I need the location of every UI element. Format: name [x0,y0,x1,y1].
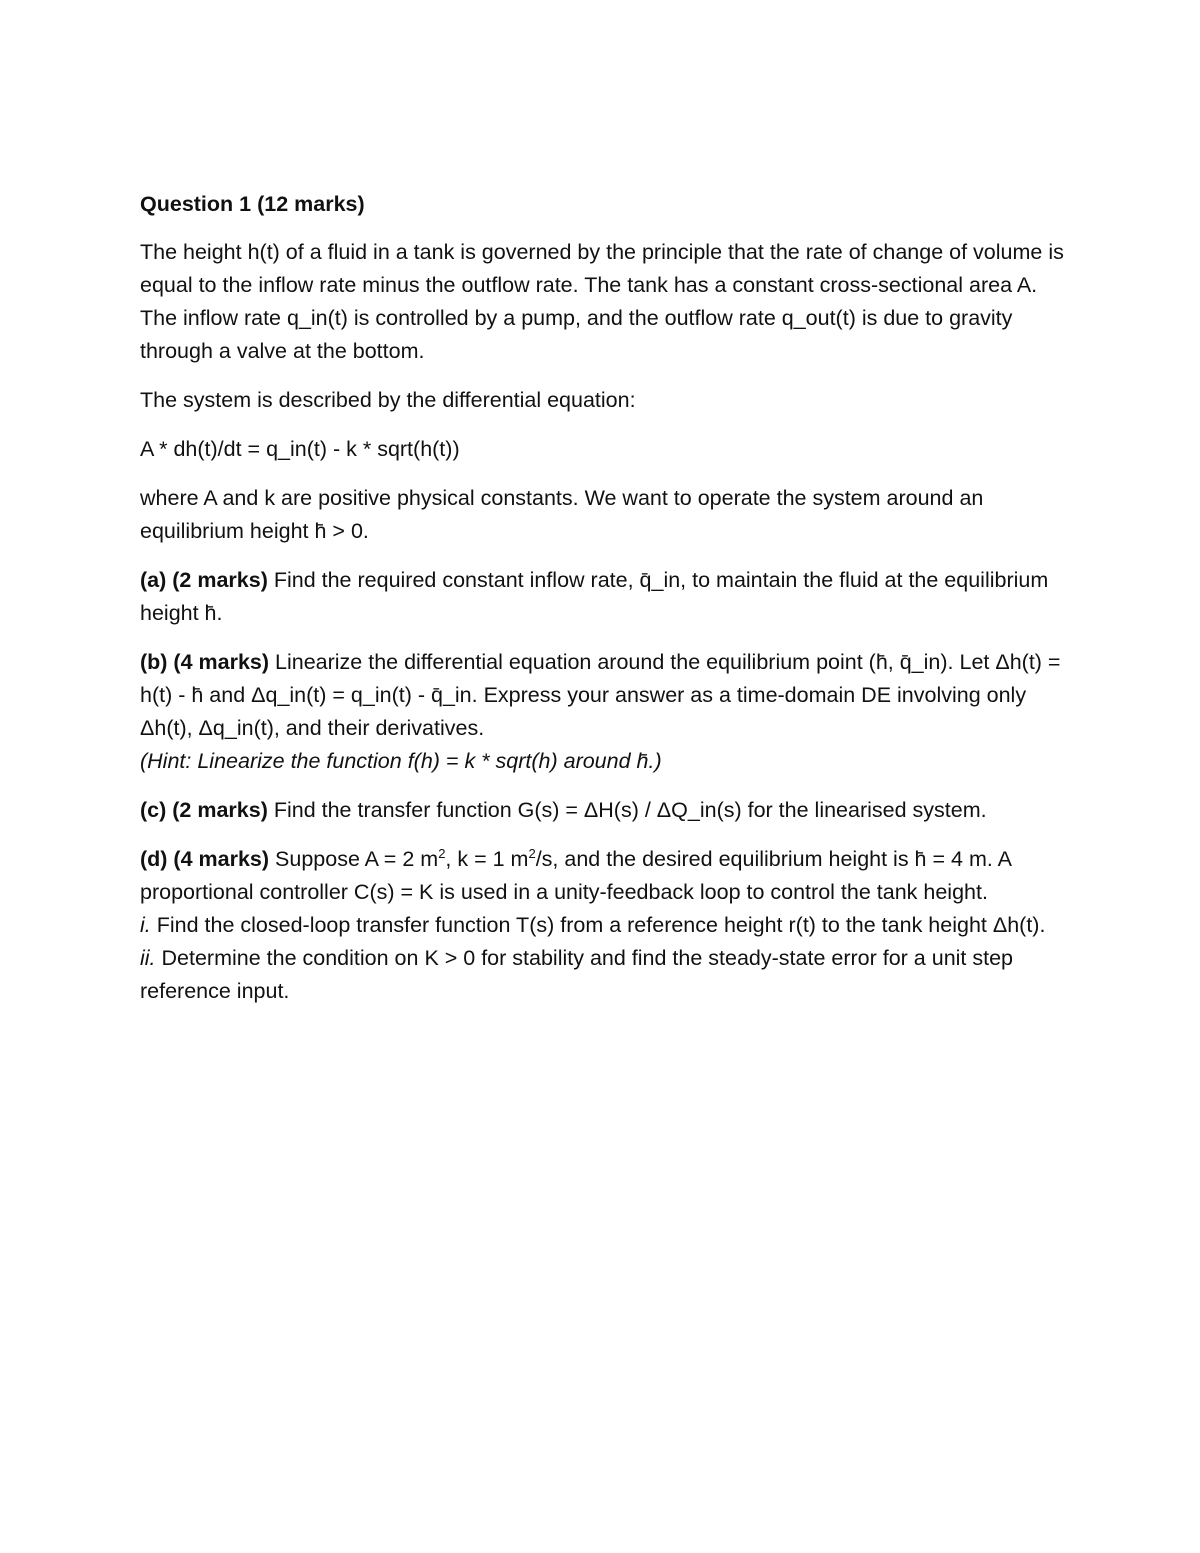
part-d-sub-ii-label: ii. [140,946,156,970]
part-d-sub-i-label: i. [140,913,151,937]
system-intro: The system is described by the differential equation: [140,388,636,412]
part-b-text: Linearize the differential equation around the equilibrium point (h̄, q̄_in). Let Δh(t) = h(t) - h̄ and Δq_in(t) = q_in(t) - q̄_in. Express your answer as a time-domain DE involving only Δh(t), Δq_in(t), and their derivatives. [140,650,1061,740]
differential-equation: A * dh(t)/dt = q_in(t) - k * sqrt(h(t)) [140,437,460,461]
part-d-sub-ii [140,942,1070,1008]
part-b [140,646,1070,778]
part-d-sub-i-text: Find the closed-loop transfer function T(s) from a reference height r(t) to the tank height Δh(t). [150,913,1046,937]
part-c [140,794,1070,827]
question-title: Question 1 (12 marks) [140,192,365,216]
part-a [140,564,1070,630]
constants-paragraph: where A and k are positive physical constants. We want to operate the system around an equilibrium height h̄ > 0. [140,486,984,543]
part-a-label: (a) (2 marks) [140,568,268,592]
part-c-label: (c) (2 marks) [140,798,268,822]
part-a-text: Find the required constant inflow rate, q̄_in, to maintain the fluid at the equilibrium height h̄. [140,568,1049,625]
part-d-exponent-2: 2 [528,845,536,861]
part-d-label: (d) (4 marks) [140,847,270,871]
part-d [140,843,1070,1008]
part-d-text-2: , k = 1 m [445,847,529,871]
part-b-hint: (Hint: Linearize the function f(h) = k * sqrt(h) around h̄.) [140,749,662,773]
intro-paragraph: The height h(t) of a fluid in a tank is governed by the principle that the rate of change of volume is equal to the inflow rate minus the outflow rate. The tank has a constant cross-sectional area A. The inflow rate q_in(t) is controlled by a pump, and the outflow rate q_out(t) is due to gravity through a valve at the bottom. [140,240,1064,363]
part-d-sub-ii-text: Determine the condition on K > 0 for stability and find the steady-state error for a unit step reference input. [140,946,1014,1003]
question-page [140,188,1070,1024]
part-d-text-3: /s, and the desired equilibrium height is h̄ = 4 m. A proportional controller C(s) = K is used in a unity-feedback loop to control the tank height. [140,847,1011,904]
part-b-label: (b) (4 marks) [140,650,270,674]
part-d-exponent-1: 2 [438,845,446,861]
part-d-text-1: Suppose A = 2 m [269,847,439,871]
part-c-text: Find the transfer function G(s) = ΔH(s) / ΔQ_in(s) for the linearised system. [267,798,987,822]
part-d-sub-i [140,909,1070,942]
